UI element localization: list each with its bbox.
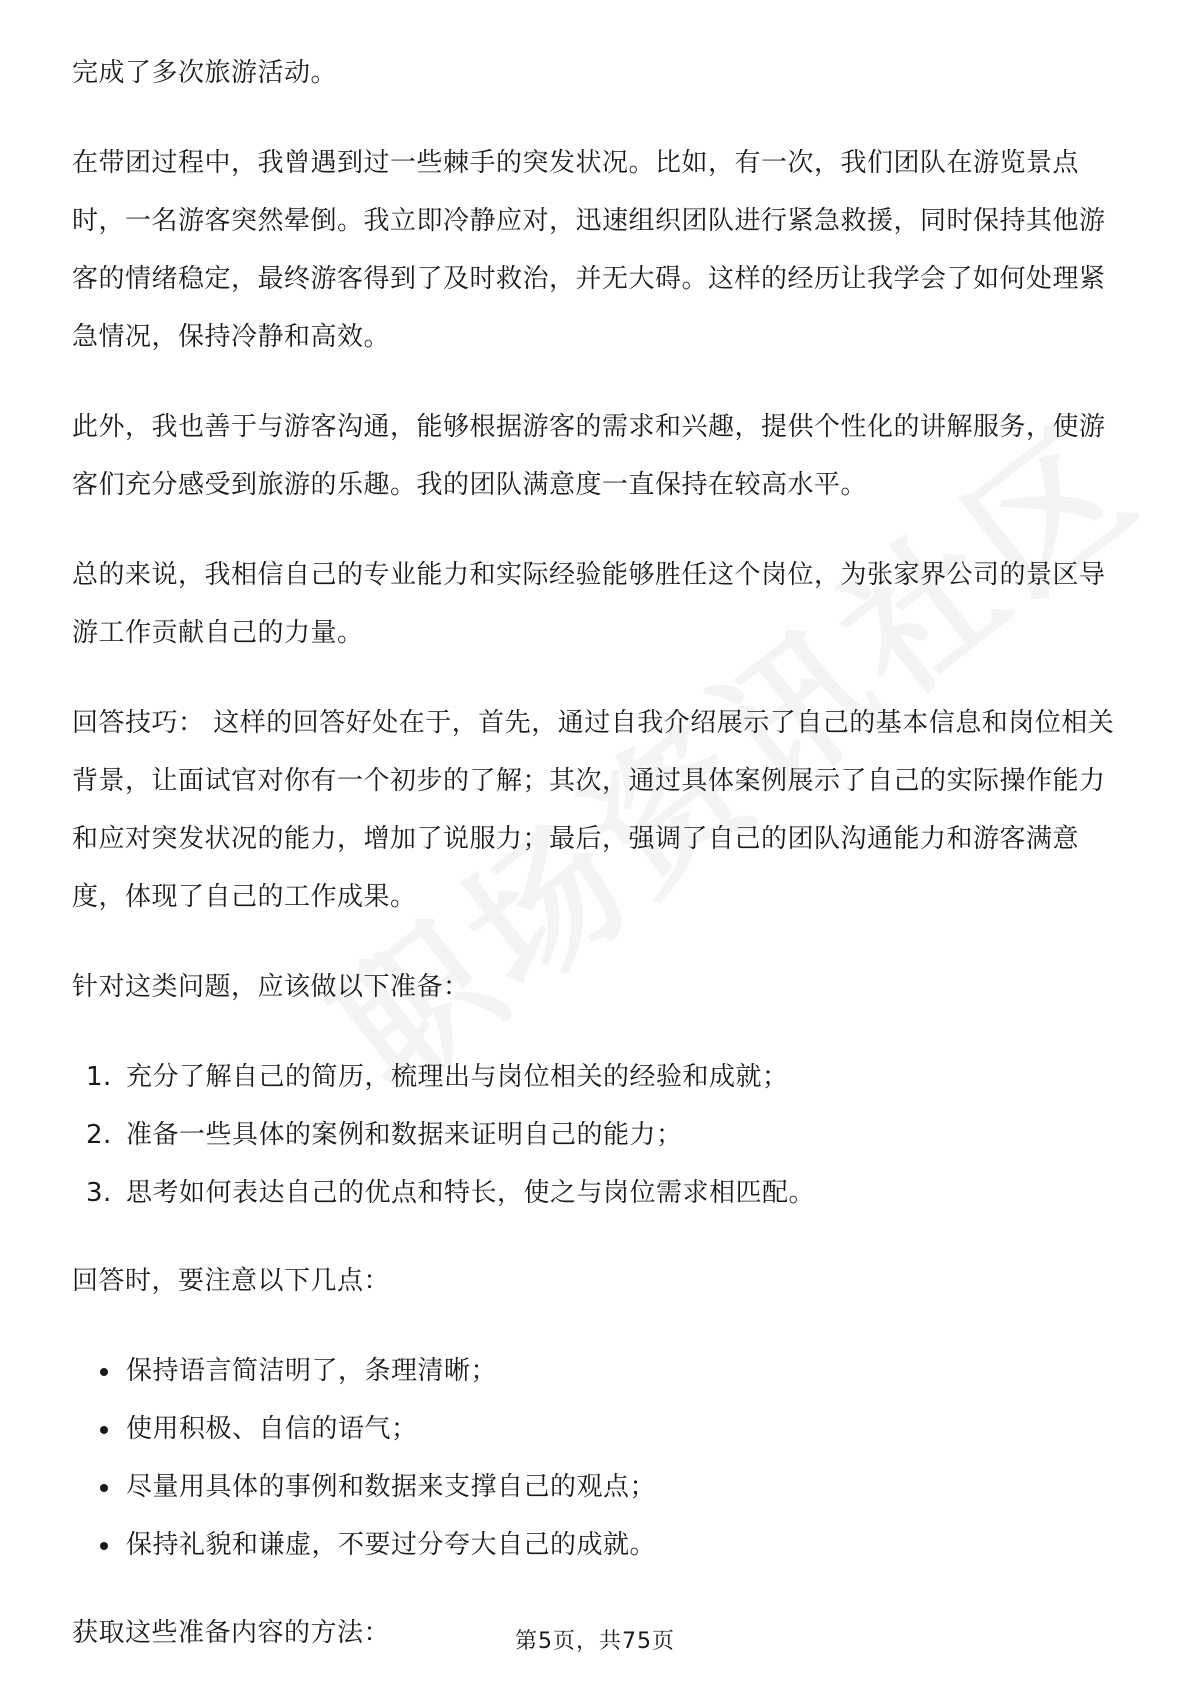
list-item-text: 使用积极、自信的语气； bbox=[126, 1414, 418, 1444]
list-item-text: 保持语言简洁明了，条理清晰； bbox=[126, 1356, 498, 1386]
list-number: 1. bbox=[86, 1062, 112, 1092]
list-number: 3. bbox=[86, 1178, 112, 1208]
paragraph-preparation-intro: 针对这类问题，应该做以下准备： bbox=[72, 972, 470, 1002]
list-item-text: 准备一些具体的案例和数据来证明自己的能力； bbox=[126, 1120, 683, 1150]
list-item bbox=[72, 1164, 1118, 1222]
numbered-list bbox=[72, 1048, 1118, 1222]
paragraph: 此外，我也善于与游客沟通，能够根据游客的需求和兴趣，提供个性化的讲解服务，使游客们充分感受到旅游的乐趣。我的团队满意度一直保持在较高水平。 bbox=[72, 412, 1106, 500]
bullet-icon bbox=[100, 1484, 108, 1492]
list-item-text: 思考如何表达自己的优点和特长，使之与岗位需求相匹配。 bbox=[126, 1178, 816, 1208]
list-item bbox=[72, 1400, 1118, 1458]
paragraph-methods: 获取这些准备内容的方法： bbox=[72, 1618, 391, 1648]
bullet-icon bbox=[100, 1542, 108, 1550]
bullet-list bbox=[72, 1342, 1118, 1574]
paragraph: 在带团过程中，我曾遇到过一些棘手的突发状况。比如，有一次，我们团队在游览景点时，一名游客突然晕倒。我立即冷静应对，迅速组织团队进行紧急救援，同时保持其他游客的情绪稳定，最终游客得到了及时救治，并无大碍。这样的经历让我学会了如何处理紧急情况，保持冷静和高效。 bbox=[72, 148, 1106, 352]
list-number: 2. bbox=[86, 1120, 112, 1150]
list-item bbox=[72, 1342, 1118, 1400]
list-item-text: 充分了解自己的简历，梳理出与岗位相关的经验和成就； bbox=[126, 1062, 789, 1092]
paragraph-answer-notes: 回答时，要注意以下几点： bbox=[72, 1266, 391, 1296]
list-item-text: 保持礼貌和谦虚，不要过分夸大自己的成就。 bbox=[126, 1530, 657, 1560]
paragraph-answer-tips: 回答技巧： 这样的回答好处在于，首先，通过自我介绍展示了自己的基本信息和岗位相关背景，让面试官对你有一个初步的了解；其次，通过具体案例展示了自己的实际操作能力和应对突发状况的能力，增加了说服力；最后，强调了自己的团队沟通能力和游客满意度，体现了自己的工作成果。 bbox=[72, 708, 1115, 912]
document-body bbox=[72, 44, 1118, 1694]
list-item-text: 尽量用具体的事例和数据来支撑自己的观点； bbox=[126, 1472, 657, 1502]
list-item bbox=[72, 1516, 1118, 1574]
paragraph: 完成了多次旅游活动。 bbox=[72, 58, 338, 88]
page-number-footer: 第5页，共75页 bbox=[515, 1629, 675, 1654]
list-item bbox=[72, 1458, 1118, 1516]
bullet-icon bbox=[100, 1426, 108, 1434]
paragraph: 总的来说，我相信自己的专业能力和实际经验能够胜任这个岗位，为张家界公司的景区导游工作贡献自己的力量。 bbox=[72, 560, 1106, 648]
list-item bbox=[72, 1048, 1118, 1106]
list-item bbox=[72, 1106, 1118, 1164]
bullet-icon bbox=[100, 1368, 108, 1376]
